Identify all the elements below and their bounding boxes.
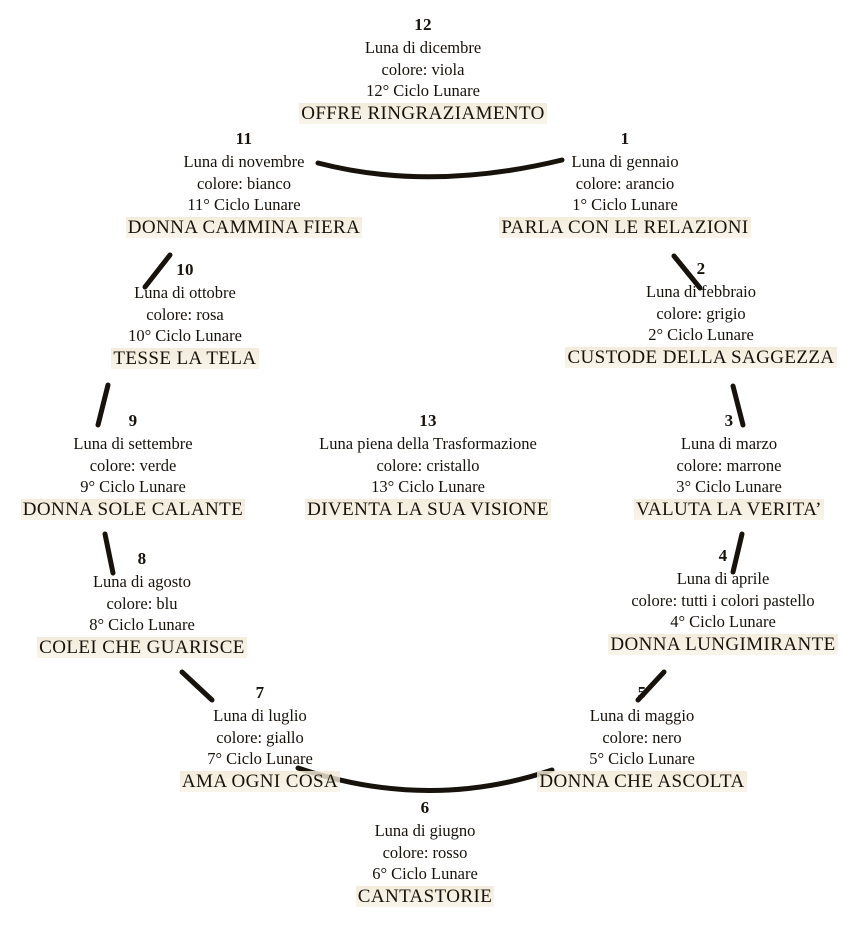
node-9-moon: Luna di settembre: [73, 434, 193, 454]
node-13-number: 13: [419, 411, 437, 430]
node-7-moon: Luna di luglio: [213, 706, 307, 726]
node-8-number: 8: [137, 549, 147, 568]
node-12-moon: Luna di dicembre: [364, 38, 482, 58]
node-2-cycle: 2° Ciclo Lunare: [648, 324, 754, 344]
node-7-title: AMA OGNI COSA: [181, 771, 339, 793]
node-2-number: 2: [696, 259, 706, 278]
node-12-color: colore: viola: [381, 59, 465, 79]
node-1-title: PARLA CON LE RELAZIONI: [501, 217, 749, 239]
node-9-title: DONNA SOLE CALANTE: [22, 499, 244, 521]
node-7-number: 7: [255, 683, 265, 702]
node-5-title: DONNA CHE ASCOLTA: [539, 771, 745, 793]
node-5-moon: Luna di maggio: [589, 706, 695, 726]
node-8-moon: Luna di agosto: [92, 572, 192, 592]
node-8[interactable]: [22, 548, 262, 661]
node-4-color: colore: tutti i colori pastello: [631, 590, 815, 610]
node-8-color: colore: blu: [106, 593, 178, 613]
node-3-cycle: 3° Ciclo Lunare: [676, 476, 782, 496]
node-8-cycle: 8° Ciclo Lunare: [89, 614, 195, 634]
node-6-title: CANTASTORIE: [357, 886, 493, 908]
node-13-title: DIVENTA LA SUA VISIONE: [307, 499, 549, 521]
node-1-color: colore: arancio: [575, 173, 675, 193]
node-6-number: 6: [420, 798, 430, 817]
node-3-color: colore: marrone: [676, 455, 782, 475]
node-11-color: colore: bianco: [197, 173, 291, 193]
node-10-title: TESSE LA TELA: [113, 348, 257, 370]
node-2-color: colore: grigio: [656, 303, 746, 323]
node-3-title: VALUTA LA VERITA’: [636, 499, 822, 521]
node-6[interactable]: [300, 797, 550, 910]
node-10-number: 10: [176, 260, 194, 279]
node-12[interactable]: [278, 14, 568, 127]
node-3-moon: Luna di marzo: [680, 434, 778, 454]
node-12-title: OFFRE RINGRAZIAMENTO: [301, 103, 545, 125]
node-1-moon: Luna di gennaio: [571, 152, 679, 172]
node-5-color: colore: nero: [602, 727, 682, 747]
node-6-color: colore: rosso: [382, 842, 468, 862]
node-1[interactable]: [485, 128, 765, 241]
node-7[interactable]: [135, 682, 385, 795]
node-10-moon: Luna di ottobre: [134, 283, 236, 303]
node-2-moon: Luna di febbraio: [646, 282, 756, 302]
node-11-number: 11: [235, 129, 253, 148]
node-3-number: 3: [724, 411, 734, 430]
node-10[interactable]: [60, 259, 310, 372]
node-4[interactable]: [598, 545, 848, 658]
node-1-cycle: 1° Ciclo Lunare: [572, 194, 678, 214]
node-13-cycle: 13° Ciclo Lunare: [371, 476, 485, 496]
node-6-cycle: 6° Ciclo Lunare: [372, 863, 478, 883]
node-13-color: colore: cristallo: [376, 455, 480, 475]
node-9-cycle: 9° Ciclo Lunare: [80, 476, 186, 496]
node-13-moon: Luna piena della Trasformazione: [319, 434, 537, 454]
node-9-number: 9: [128, 411, 138, 430]
node-10-color: colore: rosa: [146, 304, 224, 324]
node-9-color: colore: verde: [89, 455, 177, 475]
node-5[interactable]: [516, 682, 768, 795]
node-6-moon: Luna di giugno: [374, 821, 476, 841]
node-3[interactable]: [614, 410, 844, 523]
node-4-title: DONNA LUNGIMIRANTE: [610, 634, 836, 656]
node-8-title: COLEI CHE GUARISCE: [39, 637, 245, 659]
node-12-number: 12: [414, 15, 432, 34]
node-11[interactable]: [110, 128, 378, 241]
node-13-center[interactable]: [288, 410, 568, 523]
node-7-color: colore: giallo: [216, 727, 304, 747]
node-2-title: CUSTODE DELLA SAGGEZZA: [567, 347, 835, 369]
node-11-cycle: 11° Ciclo Lunare: [187, 194, 301, 214]
node-5-cycle: 5° Ciclo Lunare: [589, 748, 695, 768]
node-11-moon: Luna di novembre: [183, 152, 305, 172]
node-10-cycle: 10° Ciclo Lunare: [128, 325, 242, 345]
node-5-number: 5: [637, 683, 647, 702]
node-4-cycle: 4° Ciclo Lunare: [670, 611, 776, 631]
node-12-cycle: 12° Ciclo Lunare: [366, 80, 480, 100]
node-11-title: DONNA CAMMINA FIERA: [127, 217, 361, 239]
node-4-moon: Luna di aprile: [676, 569, 770, 589]
node-9[interactable]: [8, 410, 258, 523]
node-1-number: 1: [620, 129, 630, 148]
node-7-cycle: 7° Ciclo Lunare: [207, 748, 313, 768]
node-4-number: 4: [718, 546, 728, 565]
node-2[interactable]: [556, 258, 846, 371]
